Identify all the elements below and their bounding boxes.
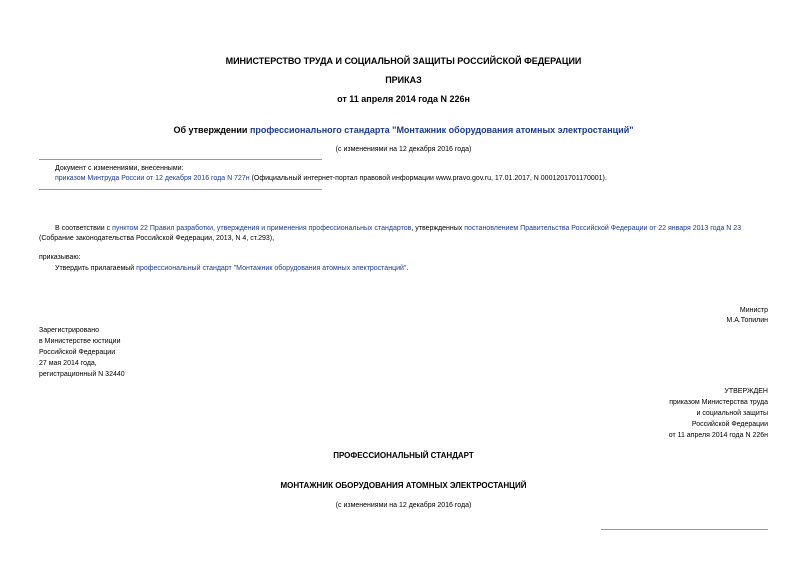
- approved-standard-link[interactable]: профессиональный стандарт "Монтажник оборудования атомных электростанций": [136, 265, 407, 272]
- subject-prefix: Об утверждении: [173, 125, 250, 135]
- registration-line: регистрационный N 32440: [39, 371, 125, 378]
- approve-text-b: .: [406, 265, 409, 272]
- doc-date-number: от 11 апреля 2014 года N 226н: [337, 94, 470, 104]
- registration-line: Российской Федерации: [39, 349, 116, 356]
- standard-changes-note: (с изменениями на 12 декабря 2016 года): [335, 502, 472, 509]
- changes-note: (с изменениями на 12 декабря 2016 года): [335, 146, 472, 153]
- approval-line: Российской Федерации: [691, 421, 768, 428]
- approval-line: УТВЕРЖДЕН: [724, 388, 768, 395]
- signature-title: Министр: [739, 307, 768, 314]
- registration-line: Зарегистрировано: [39, 327, 99, 334]
- signature-name: М.А.Топилин: [726, 317, 768, 324]
- basis-text-b: , утвержденных: [411, 225, 465, 232]
- approve-text-a: Утвердить прилагаемый: [55, 265, 137, 272]
- registration-line: 27 мая 2014 года,: [39, 360, 97, 367]
- amendments-intro: Документ с изменениями, внесенными:: [55, 165, 184, 172]
- approval-line: приказом Министерства труда: [669, 399, 768, 406]
- doc-type: ПРИКАЗ: [385, 75, 422, 85]
- amendment-source: (Официальный интернет-портал правовой информации www.pravo.gov.ru, 17.01.2017, N 0001201701170001).: [249, 175, 607, 182]
- divider-top: [39, 159, 322, 160]
- standard-name: МОНТАЖНИК ОБОРУДОВАНИЯ АТОМНЫХ ЭЛЕКТРОСТАНЦИЙ: [280, 481, 527, 490]
- amendments-line: [55, 174, 607, 184]
- standard-heading: ПРОФЕССИОНАЛЬНЫЙ СТАНДАРТ: [333, 451, 474, 460]
- amendment-order-link[interactable]: приказом Минтруда России от 12 декабря 2016 года N 727н: [55, 175, 250, 182]
- registration-line: в Министерстве юстиции: [39, 338, 121, 345]
- paragraph-basis: [55, 224, 741, 234]
- divider-bottom: [39, 189, 322, 190]
- rules-link[interactable]: пунктом 22 Правил разработки, утверждения и применения профессиональных стандартов: [112, 225, 412, 232]
- ministry-title: МИНИСТЕРСТВО ТРУДА И СОЦИАЛЬНОЙ ЗАЩИТЫ РОССИЙСКОЙ ФЕДЕРАЦИИ: [225, 56, 582, 66]
- order-word: приказываю:: [39, 254, 81, 261]
- basis-text-a: В соответствии с: [55, 225, 113, 232]
- standard-link[interactable]: профессионального стандарта "Монтажник оборудования атомных электростанций": [249, 125, 634, 135]
- paragraph-approve: [55, 264, 408, 274]
- divider-footer: [601, 529, 768, 530]
- paragraph-basis-cont: (Собрание законодательства Российской Федерации, 2013, N 4, ст.293),: [39, 235, 275, 242]
- approval-line: и социальной защиты: [696, 410, 768, 417]
- subject-title: [0, 125, 807, 136]
- approval-line: от 11 апреля 2014 года N 226н: [668, 432, 768, 439]
- resolution-link[interactable]: постановлением Правительства Российской Федерации от 22 января 2013 года N 23: [464, 225, 742, 232]
